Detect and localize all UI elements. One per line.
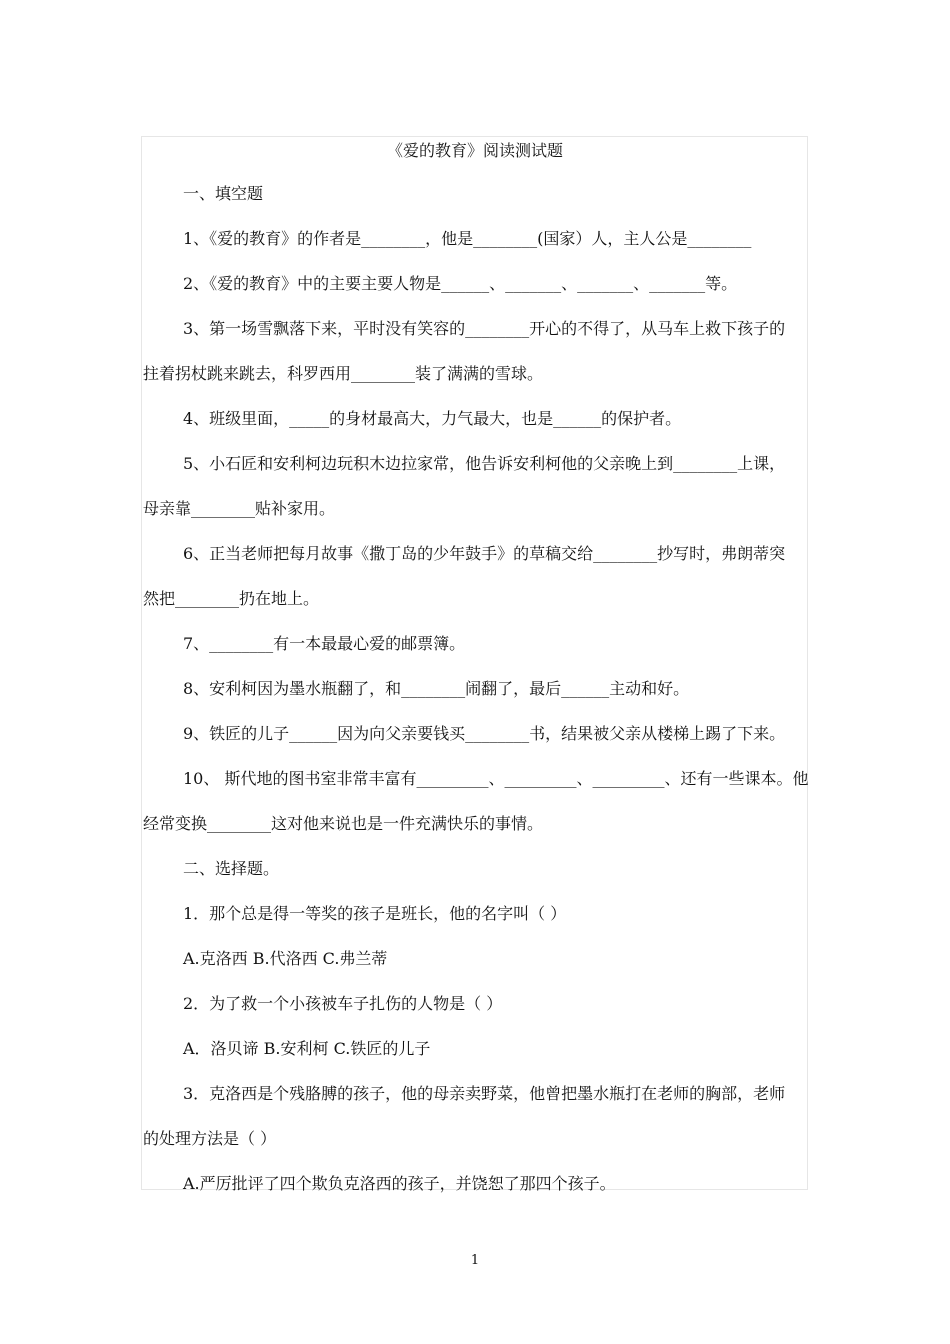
choice-question: 1．那个总是得一等奖的孩子是班长，他的名字叫（ ） bbox=[183, 904, 567, 923]
question-line: 6、正当老师把每月故事《撒丁岛的少年鼓手》的草稿交给________抄写时，弗朗蒂突 bbox=[183, 544, 786, 563]
question-line: 1、《爱的教育》的作者是________，他是________(国家）人，主人公是________ bbox=[183, 229, 752, 248]
page-number: 1 bbox=[470, 1253, 480, 1268]
document-title: 《爱的教育》阅读测试题 bbox=[386, 141, 563, 160]
choice-question: 2．为了救一个小孩被车子扎伤的人物是（ ） bbox=[183, 994, 503, 1013]
question-line: 9、铁匠的儿子______因为向父亲要钱买________书，结果被父亲从楼梯上踢了下来。 bbox=[183, 724, 786, 743]
choice-question: 3．克洛西是个残胳膊的孩子，他的母亲卖野菜，他曾把墨水瓶打在老师的胸部，老师 bbox=[183, 1084, 786, 1103]
question-line: 然把________扔在地上。 bbox=[143, 589, 320, 608]
choice-question: 的处理方法是（ ） bbox=[143, 1129, 277, 1148]
question-line: 3、第一场雪飘落下来，平时没有笑容的________开心的不得了，从马车上救下孩子的 bbox=[183, 319, 786, 338]
question-line: 拄着拐杖跳来跳去，科罗西用________装了满满的雪球。 bbox=[143, 364, 544, 383]
question-line: 10、 斯代地的图书室非常丰富有_________、_________、_________、还有一些课本。他 bbox=[183, 769, 809, 788]
section-heading-choice: 二、选择题。 bbox=[183, 859, 280, 878]
question-line: 8、安利柯因为墨水瓶翻了，和________闹翻了，最后______主动和好。 bbox=[183, 679, 690, 698]
section-heading-fill: 一、填空题 bbox=[183, 184, 264, 203]
question-line: 母亲靠________贴补家用。 bbox=[143, 499, 336, 518]
question-line: 5、小石匠和安利柯边玩积木边拉家常，他告诉安利柯他的父亲晚上到________上课， bbox=[183, 454, 786, 473]
choice-options: A.严厉批评了四个欺负克洛西的孩子，并饶恕了那四个孩子。 bbox=[183, 1174, 616, 1193]
choice-options: A.克洛西 B.代洛西 C.弗兰蒂 bbox=[183, 949, 388, 968]
choice-options: A．洛贝谛 B.安利柯 C.铁匠的儿子 bbox=[183, 1039, 431, 1058]
question-line: 经常变换________这对他来说也是一件充满快乐的事情。 bbox=[143, 814, 544, 833]
question-line: 4、班级里面，_____的身材最高大，力气最大，也是______的保护者。 bbox=[183, 409, 682, 428]
question-line: 2、《爱的教育》中的主要主要人物是______、_______、_______、_______等。 bbox=[183, 274, 738, 293]
question-line: 7、________有一本最最心爱的邮票簿。 bbox=[183, 634, 466, 653]
